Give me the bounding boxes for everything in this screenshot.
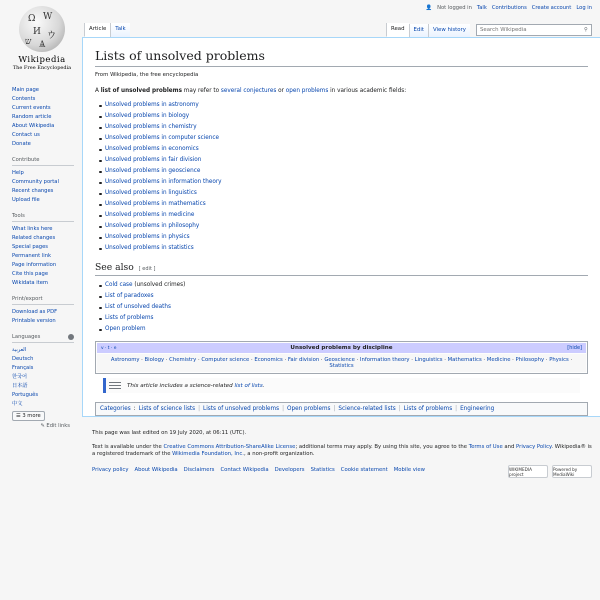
sidebar-tools <box>0 213 82 288</box>
tab-read[interactable]: Read <box>386 23 409 37</box>
terms-of-use-link[interactable]: Terms of Use <box>468 443 503 450</box>
navbox <box>95 341 588 374</box>
sidebar-languages <box>0 334 82 429</box>
list-link[interactable]: Unsolved problems in medicine <box>105 212 195 218</box>
list-item <box>105 210 588 221</box>
category-separator: | <box>455 406 458 412</box>
footer-link-statistics[interactable]: Statistics <box>310 466 335 473</box>
notice-text-end: . <box>262 382 265 389</box>
category-link[interactable]: Lists of science lists <box>138 406 196 412</box>
category-link[interactable]: Engineering <box>460 406 495 412</box>
list-item <box>105 302 588 313</box>
wikimedia-project-badge[interactable]: WIKIMEDIA project <box>508 465 548 478</box>
list-item <box>105 166 588 177</box>
list-link[interactable]: Unsolved problems in information theory <box>105 179 222 185</box>
sidebar-item-what-links-here[interactable]: What links here <box>12 226 53 232</box>
lead-text-mid: may refer to <box>181 88 221 94</box>
wikimedia-foundation-link[interactable]: Wikimedia Foundation, Inc. <box>172 451 244 457</box>
site-sub: From Wikipedia, the free encyclopedia <box>95 72 199 78</box>
list-link[interactable]: Unsolved problems in biology <box>105 113 190 119</box>
footer-link-about[interactable]: About Wikipedia <box>134 466 178 473</box>
pencil-icon: ✎ <box>40 423 47 429</box>
footer-link-disclaimers[interactable]: Disclaimers <box>183 466 215 473</box>
navbox-vte-links[interactable]: v · t · e <box>101 345 117 351</box>
lead-text-or: or <box>276 88 286 94</box>
navbox-link[interactable]: Information theory <box>359 357 410 363</box>
list-item <box>105 155 588 166</box>
list-link[interactable]: Unsolved problems in mathematics <box>105 201 206 207</box>
list-item <box>105 221 588 232</box>
category-separator: | <box>282 406 284 412</box>
list-link[interactable]: Unsolved problems in statistics <box>105 245 194 251</box>
list-link[interactable]: Unsolved problems in computer science <box>105 135 220 141</box>
list-item <box>105 199 588 210</box>
navbox-link[interactable]: Economics <box>254 357 283 363</box>
link-open-problems[interactable]: open problems <box>285 88 329 94</box>
list-item <box>105 177 588 188</box>
list-link[interactable]: Unsolved problems in fair division <box>105 157 202 163</box>
list-link[interactable]: Open problem <box>105 326 146 332</box>
lead-paragraph <box>95 88 588 94</box>
cold-case-note: (unsolved crimes) <box>132 282 186 288</box>
powered-by-mediawiki-badge[interactable]: Powered by MediaWiki <box>552 465 592 478</box>
tab-talk[interactable]: Talk <box>110 23 129 37</box>
last-edited: This page was last edited on 19 July 2020, at 06:11 (UTC). <box>92 430 247 436</box>
create-account-link[interactable]: Create account <box>531 5 572 11</box>
navbox-separator: · <box>510 357 516 363</box>
not-logged-in: Not logged in <box>437 5 472 11</box>
list-item <box>105 100 588 111</box>
category-link[interactable]: Science-related lists <box>338 406 396 412</box>
list-link[interactable]: Unsolved problems in philosophy <box>105 223 200 229</box>
list-item <box>105 122 588 133</box>
problems-list <box>105 100 588 254</box>
gear-icon[interactable] <box>68 334 74 340</box>
category-link[interactable]: Lists of problems <box>403 406 453 412</box>
list-item <box>105 280 588 291</box>
notice-text <box>127 383 265 389</box>
categories-colon: : <box>133 406 136 412</box>
navbox-separator: · <box>282 357 288 363</box>
category-separator: | <box>333 406 336 412</box>
search-input[interactable] <box>480 27 580 33</box>
sidebar-item-permanent-link[interactable]: Permanent link <box>12 253 52 259</box>
navbox-title <box>97 343 586 353</box>
categories-label-link[interactable]: Categories <box>100 406 131 412</box>
sidebar-item-contact[interactable]: Contact us <box>12 132 40 138</box>
search-icon[interactable]: ⚲ <box>584 27 588 33</box>
page-title: Lists of unsolved problems <box>95 48 588 67</box>
sidebar-item-contents[interactable]: Contents <box>12 96 36 102</box>
list-item <box>105 133 588 144</box>
list-link[interactable]: Unsolved problems in linguistics <box>105 190 197 196</box>
sidebar-item-special-pages[interactable]: Special pages <box>12 244 48 250</box>
sidebar-item-random-article[interactable]: Random article <box>12 114 52 120</box>
lang-japanese[interactable]: 日本語 <box>12 383 28 389</box>
navbox-separator: · <box>249 357 255 363</box>
lang-chinese[interactable]: 中文 <box>12 401 23 407</box>
edit-links-label: Edit links <box>46 423 70 429</box>
list-link[interactable]: List of paradoxes <box>105 293 154 299</box>
list-link[interactable]: Unsolved problems in chemistry <box>105 124 197 130</box>
list-item <box>105 232 588 243</box>
navbox-link[interactable]: Mathematics <box>447 357 482 363</box>
sidebar-contribute <box>0 157 82 205</box>
navbox-separator: · <box>354 357 360 363</box>
navbox-separator: · <box>409 357 415 363</box>
list-item <box>105 324 588 335</box>
sidebar-item-related-changes[interactable]: Related changes <box>12 235 56 241</box>
search-box <box>476 24 592 36</box>
navbox-separator: · <box>196 357 202 363</box>
languages-heading: Languages <box>12 334 41 340</box>
navbox-separator: · <box>164 357 170 363</box>
navbox-link[interactable]: Chemistry <box>169 357 197 363</box>
license-text-b: ; additional terms may apply. By using this site, you agree to the <box>295 443 469 450</box>
sidebar-item-donate[interactable]: Donate <box>12 141 31 147</box>
navbox-link[interactable]: Philosophy <box>515 357 545 363</box>
category-links <box>95 402 588 416</box>
list-link[interactable]: Lists of problems <box>105 315 154 321</box>
navbox-link[interactable]: Linguistics <box>414 357 443 363</box>
list-icon <box>109 381 121 390</box>
wikipedia-logo[interactable] <box>10 6 74 74</box>
navbox-list <box>97 354 586 372</box>
sidebar-item-current-events[interactable]: Current events <box>12 105 51 111</box>
logo-wordmark: Wikipedia <box>18 55 66 65</box>
lang-portuguese[interactable]: Português <box>12 392 39 398</box>
tab-article[interactable]: Article <box>84 23 110 37</box>
tab-view-history[interactable]: View history <box>428 24 470 37</box>
personal-tools <box>426 5 592 11</box>
puzzle-globe-icon: Ω W И ウ ש Ѧ <box>19 6 65 52</box>
cc-license-link[interactable]: Creative Commons Attribution-ShareAlike License <box>163 443 296 450</box>
sidebar-item-upload-file[interactable]: Upload file <box>12 197 40 203</box>
list-link[interactable]: Unsolved problems in astronomy <box>105 102 199 108</box>
contribute-heading: Contribute <box>12 157 74 166</box>
edit-links[interactable] <box>12 423 70 429</box>
list-link[interactable]: Unsolved problems in economics <box>105 146 199 152</box>
category-link[interactable]: Open problems <box>286 406 331 412</box>
list-of-lists-link[interactable]: list of lists <box>234 382 263 389</box>
footer-link-contact[interactable]: Contact Wikipedia <box>220 466 269 473</box>
list-item <box>105 111 588 122</box>
lead-bold: list of unsolved problems <box>100 88 182 94</box>
namespace-tabs <box>84 23 130 37</box>
navbox-link[interactable]: Computer science <box>201 357 250 363</box>
sidebar-item-help[interactable]: Help <box>12 170 24 176</box>
footer-link-privacy[interactable]: Privacy policy <box>92 466 129 473</box>
talk-link[interactable]: Talk <box>476 5 487 11</box>
sidebar <box>0 86 82 437</box>
navbox-separator: · <box>442 357 448 363</box>
navbox-hide-toggle[interactable]: [hide] <box>567 345 582 351</box>
category-separator: | <box>398 406 401 412</box>
sidebar-navigation <box>0 86 82 149</box>
list-item <box>105 291 588 302</box>
navbox-link[interactable]: Biology <box>144 357 165 363</box>
footer-link-mobile-view[interactable]: Mobile view <box>393 466 425 473</box>
list-item <box>105 243 588 254</box>
navbox-link[interactable]: Astronomy <box>110 357 140 363</box>
category-link[interactable]: Lists of unsolved problems <box>203 406 280 412</box>
sidebar-item-printable-version[interactable]: Printable version <box>12 318 56 324</box>
more-languages-label: 3 more <box>22 413 41 419</box>
log-in-link[interactable]: Log in <box>576 5 592 11</box>
license-text-and: and <box>502 443 517 450</box>
navbox-link[interactable]: Physics <box>549 357 569 363</box>
license-text-d: , a non-profit organization. <box>243 451 315 457</box>
see-also-list <box>105 280 588 335</box>
sidebar-item-wikidata-item[interactable]: Wikidata item <box>12 280 48 286</box>
list-link[interactable]: Cold case <box>105 282 133 288</box>
view-tabs <box>386 23 592 37</box>
sidebar-item-page-information[interactable]: Page information <box>12 262 57 268</box>
footer-link-developers[interactable]: Developers <box>274 466 305 473</box>
link-several-conjectures[interactable]: several conjectures <box>220 88 277 94</box>
lead-text-a: A <box>95 88 101 94</box>
sidebar-item-community-portal[interactable]: Community portal <box>12 179 59 185</box>
list-link[interactable]: Unsolved problems in geoscience <box>105 168 201 174</box>
print-heading: Print/export <box>12 296 74 305</box>
navbox-separator: · <box>544 357 550 363</box>
list-item <box>105 313 588 324</box>
navbox-separator: · <box>568 357 573 363</box>
sidebar-print <box>0 296 82 326</box>
list-item <box>105 188 588 199</box>
see-also-heading <box>95 262 588 276</box>
languages-header <box>12 334 74 343</box>
edit-section-link[interactable]: [ edit ] <box>138 266 156 272</box>
lead-text-end: in various academic fields: <box>328 88 407 94</box>
footer-badges <box>508 465 592 478</box>
navbox-link[interactable]: Medicine <box>486 357 511 363</box>
contributions-link[interactable]: Contributions <box>491 5 527 11</box>
logo-tagline: The Free Encyclopedia <box>12 65 72 71</box>
see-also-title: See also <box>95 262 134 273</box>
lang-french[interactable]: Français <box>12 365 34 371</box>
list-link[interactable]: List of unsolved deaths <box>105 304 171 310</box>
tools-heading: Tools <box>12 213 74 222</box>
license-text-a: Text is available under the <box>92 443 164 450</box>
sidebar-item-main-page[interactable]: Main page <box>12 87 39 93</box>
navbox-separator: · <box>139 357 145 363</box>
tab-edit[interactable]: Edit <box>409 24 428 37</box>
list-item <box>105 144 588 155</box>
sidebar-item-about[interactable]: About Wikipedia <box>12 123 55 129</box>
list-link[interactable]: Unsolved problems in physics <box>105 234 190 240</box>
privacy-policy-link[interactable]: Privacy Policy <box>516 443 552 450</box>
sidebar-item-download-pdf[interactable]: Download as PDF <box>12 309 58 315</box>
navbox-separator: · <box>319 357 325 363</box>
sidebar-item-cite-this-page[interactable]: Cite this page <box>12 271 49 277</box>
navbox-title-text[interactable]: Unsolved problems by discipline <box>290 345 393 351</box>
navbox-link[interactable]: Fair division <box>287 357 320 363</box>
sidebar-item-recent-changes[interactable]: Recent changes <box>12 188 54 194</box>
lang-arabic[interactable]: العربية <box>12 347 27 353</box>
license-text-c: . Wikipedia® is a registered trademark of the <box>92 443 592 457</box>
navbox-link[interactable]: Geoscience <box>324 357 355 363</box>
lang-german[interactable]: Deutsch <box>12 356 34 362</box>
article-content <box>82 37 600 417</box>
more-languages-button[interactable] <box>12 411 45 421</box>
lang-korean[interactable]: 한국어 <box>12 374 28 380</box>
user-icon: 👤 <box>425 5 433 11</box>
list-of-lists-notice <box>103 378 580 393</box>
license-text <box>92 444 592 459</box>
navbox-separator: · <box>481 357 487 363</box>
notice-text-a: This article includes a science-related <box>127 382 235 389</box>
category-separator: | <box>198 406 201 412</box>
navbox-link[interactable]: Statistics <box>329 363 354 369</box>
translate-icon: ☰ <box>16 413 23 419</box>
footer-link-cookie[interactable]: Cookie statement <box>340 466 388 473</box>
